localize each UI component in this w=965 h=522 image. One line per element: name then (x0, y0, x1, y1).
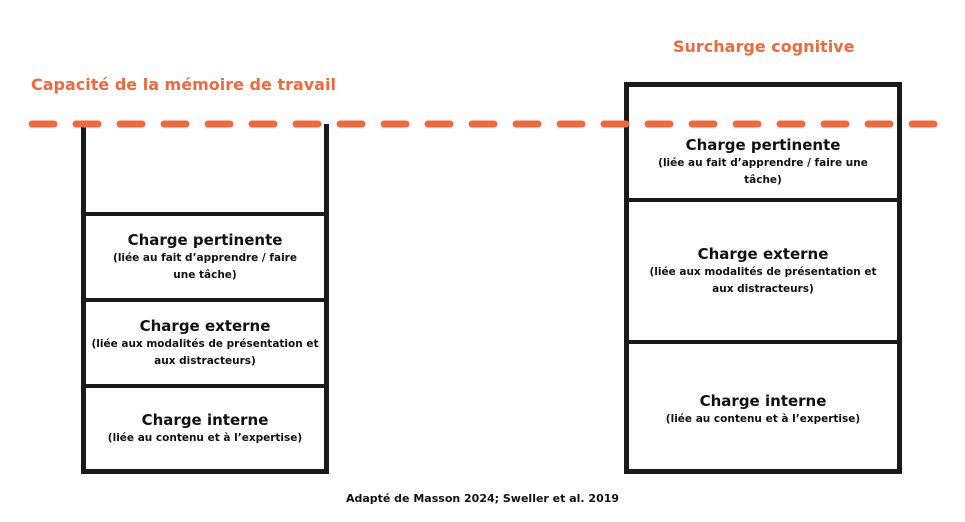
right-extraneous-title: Charge externe (697, 245, 829, 263)
left-intrinsic-title: Charge interne (141, 411, 269, 429)
left-extraneous-title: Charge externe (139, 317, 271, 335)
right-germane-desc: (liée au fait d’apprendre / faire une tâche) (658, 157, 868, 186)
capacity-label: Capacité de la mémoire de travail (31, 75, 336, 94)
left-extraneous-desc: (liée aux modalités de présentation et aux distracteurs) (91, 338, 319, 367)
right-germane-title: Charge pertinente (685, 136, 841, 154)
right-intrinsic-title: Charge interne (699, 391, 827, 410)
source-citation: Adapté de Masson 2024; Sweller et al. 2019 (345, 492, 620, 505)
left-intrinsic-desc: (liée au contenu et à l’expertise) (107, 432, 303, 444)
right-extraneous-desc: (liée aux modalités de présentation et aux distracteurs) (649, 266, 877, 295)
right-intrinsic-desc: (liée au contenu et à l’expertise) (665, 412, 861, 425)
left-germane-title: Charge pertinente (127, 231, 283, 249)
overload-label: Surcharge cognitive (673, 37, 855, 56)
left-germane-desc: (liée au fait d’apprendre / faire une tâche) (113, 252, 297, 281)
